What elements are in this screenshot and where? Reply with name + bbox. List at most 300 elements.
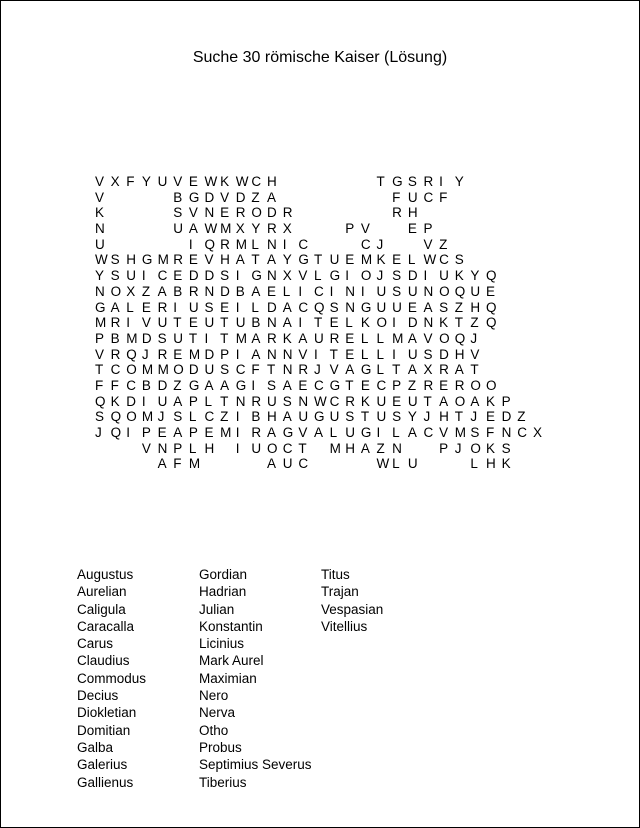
grid-cell: D	[407, 268, 418, 284]
grid-cell: C	[282, 440, 293, 456]
grid-cell: S	[173, 205, 183, 221]
grid-cell: S	[220, 268, 230, 284]
grid-cell: I	[282, 236, 287, 252]
grid-cell: E	[486, 409, 496, 425]
grid-row	[95, 237, 549, 253]
grid-cell: G	[235, 377, 247, 393]
grid-cell	[158, 190, 174, 206]
grid-cell	[298, 221, 314, 237]
grid-cell: A	[251, 346, 261, 362]
grid-cell: S	[204, 299, 214, 315]
grid-cell: D	[235, 189, 246, 205]
grid-cell: B	[141, 377, 151, 393]
grid-cell: Y	[141, 174, 151, 189]
grid-cell: M	[141, 362, 154, 378]
grid-cell	[439, 221, 455, 237]
grid-cell: N	[345, 299, 355, 315]
grid-cell: H	[407, 205, 418, 221]
grid-cell	[330, 174, 346, 190]
grid-cell: E	[345, 252, 355, 268]
grid-cell: L	[392, 425, 400, 440]
grid-cell: D	[220, 283, 230, 299]
grid-cell: U	[407, 283, 418, 299]
grid-cell: U	[392, 299, 402, 315]
grid-cell: C	[439, 252, 449, 268]
grid-cell: T	[220, 315, 229, 331]
grid-cell: P	[501, 393, 511, 409]
grid-cell	[361, 174, 377, 190]
grid-cell: D	[188, 362, 199, 378]
grid-row	[95, 347, 549, 363]
grid-cell: I	[173, 299, 177, 315]
grid-cell: J	[141, 346, 149, 362]
grid-cell: Z	[376, 440, 385, 456]
grid-cell	[158, 221, 174, 237]
grid-cell: A	[267, 456, 277, 472]
grid-cell: V	[188, 205, 198, 221]
grid-cell: O	[267, 440, 278, 456]
grid-cell: V	[423, 236, 433, 252]
grid-cell	[345, 190, 361, 206]
grid-cell: A	[157, 283, 167, 299]
grid-cell: W	[235, 174, 249, 189]
grid-cell: U	[204, 362, 215, 378]
grid-cell: R	[220, 236, 230, 252]
grid-cell: S	[110, 268, 120, 284]
grid-cell: G	[360, 362, 372, 378]
grid-cell: K	[486, 440, 496, 456]
grid-cell: P	[423, 221, 433, 237]
grid-cell: D	[439, 346, 449, 362]
grid-cell	[126, 221, 142, 237]
grid-cell: R	[454, 377, 465, 393]
grid-cell: M	[157, 362, 169, 378]
grid-cell	[330, 237, 346, 253]
grid-cell: I	[235, 409, 240, 425]
grid-cell: N	[204, 283, 215, 299]
grid-cell: T	[220, 393, 229, 409]
grid-cell: O	[376, 315, 388, 331]
grid-row	[95, 425, 549, 441]
grid-cell: U	[376, 393, 387, 409]
grid-cell: O	[126, 409, 137, 425]
grid-cell: K	[282, 330, 292, 346]
grid-cell: E	[188, 315, 198, 331]
grid-cell: C	[251, 174, 262, 189]
grid-cell: B	[173, 283, 183, 299]
grid-cell: E	[157, 425, 167, 440]
grid-cell: R	[173, 252, 183, 268]
grid-cell: C	[313, 283, 324, 299]
grid-cell: J	[157, 409, 165, 425]
grid-row	[95, 284, 549, 300]
grid-cell: I	[298, 315, 303, 331]
grid-cell: W	[204, 174, 218, 189]
grid-row	[95, 456, 549, 472]
grid-cell: O	[486, 377, 497, 393]
grid-cell	[251, 456, 267, 472]
grid-cell: O	[454, 393, 466, 409]
grid-cell: L	[251, 236, 259, 252]
grid-cell: X	[282, 268, 292, 284]
word-list-item: Gallienus	[77, 774, 134, 790]
grid-cell: L	[360, 330, 369, 346]
grid-row	[95, 362, 549, 378]
grid-cell: M	[141, 409, 154, 425]
grid-cell	[126, 237, 142, 253]
word-list-item: Augustus	[77, 567, 134, 582]
grid-cell: A	[454, 362, 464, 378]
word-list-item: Claudius	[77, 653, 130, 669]
grid-cell: T	[220, 330, 229, 346]
grid-cell: A	[313, 425, 323, 440]
grid-cell: I	[392, 315, 396, 331]
grid-cell: Q	[110, 425, 122, 440]
grid-cell	[204, 456, 220, 472]
grid-cell	[361, 190, 377, 206]
grid-cell: T	[360, 409, 370, 425]
grid-cell: U	[376, 299, 387, 315]
grid-cell: U	[313, 330, 324, 346]
grid-cell	[377, 221, 393, 237]
grid-cell: T	[188, 330, 198, 346]
grid-cell: A	[282, 409, 292, 425]
word-list-column-3	[321, 566, 383, 635]
grid-cell: N	[298, 393, 309, 409]
grid-cell	[142, 221, 158, 237]
grid-cell: L	[376, 346, 385, 362]
grid-cell	[408, 237, 424, 253]
grid-cell: G	[141, 252, 153, 268]
grid-cell: D	[126, 393, 137, 409]
grid-cell: Q	[313, 299, 325, 315]
grid-cell: L	[251, 299, 259, 315]
grid-cell: Z	[220, 409, 229, 425]
grid-cell: V	[423, 330, 433, 346]
grid-cell: X	[110, 174, 120, 189]
word-list-item: Probus	[199, 739, 242, 755]
word-list-item: Nerva	[199, 705, 236, 721]
grid-cell: D	[267, 205, 277, 221]
grid-cell: C	[110, 362, 121, 378]
grid-cell	[486, 347, 502, 363]
grid-cell	[439, 456, 455, 472]
grid-row	[95, 394, 549, 410]
grid-cell	[173, 237, 189, 253]
grid-cell: U	[126, 268, 137, 284]
grid-cell: U	[157, 393, 168, 409]
grid-cell: L	[376, 330, 385, 346]
grid-cell: I	[251, 377, 256, 393]
grid-row	[95, 409, 549, 425]
grid-cell	[314, 441, 330, 457]
grid-cell	[298, 205, 314, 221]
grid-cell: P	[173, 440, 183, 456]
grid-cell: A	[282, 315, 292, 331]
grid-cell: V	[95, 346, 105, 362]
grid-cell: D	[407, 315, 418, 331]
grid-cell: U	[376, 283, 387, 299]
grid-cell: T	[329, 346, 338, 362]
grid-cell: E	[220, 299, 230, 315]
grid-cell: A	[282, 377, 292, 393]
grid-cell: L	[470, 456, 478, 472]
grid-cell: W	[95, 252, 108, 268]
grid-cell	[439, 205, 455, 221]
grid-cell: G	[360, 299, 372, 315]
grid-cell: N	[204, 205, 215, 221]
grid-cell: A	[360, 440, 370, 456]
grid-cell: Z	[251, 189, 260, 205]
grid-cell	[470, 174, 486, 190]
grid-cell: K	[501, 456, 511, 472]
grid-cell: G	[188, 189, 200, 205]
grid-cell	[470, 252, 486, 268]
grid-row	[95, 378, 549, 394]
grid-cell: R	[235, 205, 246, 221]
grid-cell: G	[329, 268, 341, 284]
grid-cell: A	[423, 299, 433, 315]
grid-cell: I	[329, 283, 334, 299]
grid-cell: R	[267, 221, 277, 237]
grid-cell: L	[329, 425, 338, 440]
word-list-item: Commodus	[77, 670, 147, 686]
grid-cell: A	[220, 377, 230, 393]
grid-cell: I	[360, 283, 365, 299]
grid-cell: Z	[407, 377, 417, 393]
grid-cell: M	[360, 252, 373, 268]
grid-cell: N	[282, 346, 293, 362]
grid-cell: E	[298, 377, 308, 393]
grid-cell: P	[188, 425, 198, 440]
grid-cell: M	[220, 221, 232, 237]
grid-cell: L	[392, 456, 400, 472]
grid-cell: P	[439, 440, 449, 456]
grid-cell: C	[517, 425, 528, 440]
grid-cell: A	[173, 425, 183, 440]
grid-cell	[486, 362, 502, 378]
grid-cell: Q	[486, 299, 497, 315]
word-list-item: Trajan	[321, 584, 359, 600]
grid-cell: Q	[204, 236, 215, 252]
grid-cell: R	[423, 174, 434, 189]
grid-cell: T	[267, 362, 276, 378]
grid-cell: A	[173, 393, 183, 409]
grid-cell	[377, 190, 393, 206]
grid-cell	[455, 456, 471, 472]
grid-cell: O	[439, 330, 450, 346]
word-list-item: Septimius Severus	[199, 757, 312, 773]
grid-cell: P	[392, 377, 402, 393]
grid-cell: C	[298, 236, 309, 252]
grid-cell: L	[376, 362, 385, 378]
grid-cell: X	[423, 362, 433, 378]
grid-cell: I	[235, 268, 240, 284]
grid-cell: T	[313, 315, 323, 331]
grid-cell: L	[313, 268, 322, 284]
word-list-item: Otho	[199, 722, 229, 738]
grid-cell	[126, 190, 142, 206]
grid-cell: U	[345, 425, 355, 440]
grid-cell	[517, 441, 533, 457]
grid-cell: K	[439, 315, 449, 331]
grid-cell: L	[188, 409, 197, 425]
grid-cell: Z	[454, 299, 463, 315]
grid-cell	[220, 456, 236, 472]
grid-cell: F	[110, 377, 119, 393]
grid-cell: M	[188, 456, 201, 472]
grid-cell: S	[392, 283, 402, 299]
grid-cell: H	[439, 409, 449, 425]
grid-cell: M	[220, 425, 232, 440]
grid-cell: L	[407, 252, 416, 268]
grid-cell: U	[376, 409, 387, 425]
grid-cell: C	[313, 377, 324, 393]
grid-cell: C	[360, 236, 371, 252]
grid-cell	[345, 205, 361, 221]
grid-cell: T	[454, 409, 463, 425]
grid-cell: M	[392, 330, 404, 346]
grid-cell: M	[235, 236, 248, 252]
grid-cell: K	[360, 315, 370, 331]
grid-cell: Y	[95, 268, 105, 284]
grid-row	[95, 315, 549, 331]
grid-cell: I	[188, 236, 193, 252]
grid-cell: U	[282, 456, 293, 472]
grid-cell: E	[188, 252, 198, 268]
grid-cell: U	[329, 252, 340, 268]
grid-cell: J	[376, 268, 384, 284]
grid-cell: G	[329, 377, 341, 393]
grid-cell	[95, 456, 111, 472]
grid-cell: R	[251, 393, 262, 409]
grid-cell	[345, 237, 361, 253]
grid-cell: U	[329, 409, 340, 425]
grid-cell: O	[360, 268, 372, 284]
word-list-item: Galerius	[77, 757, 128, 773]
grid-cell: I	[235, 346, 240, 362]
grid-cell	[486, 237, 502, 253]
grid-cell	[486, 252, 502, 268]
grid-cell: K	[360, 393, 370, 409]
grid-cell: L	[282, 283, 291, 299]
grid-cell: R	[157, 299, 168, 315]
grid-cell: T	[95, 362, 104, 378]
grid-cell: S	[267, 377, 277, 393]
grid-cell: N	[95, 283, 105, 299]
grid-cell: J	[423, 409, 431, 425]
grid-cell: I	[235, 440, 240, 456]
grid-cell: D	[157, 377, 168, 393]
grid-cell: B	[251, 409, 261, 425]
grid-cell: U	[188, 299, 199, 315]
grid-cell	[486, 174, 502, 190]
grid-row	[95, 300, 549, 316]
grid-cell: E	[486, 283, 496, 299]
grid-cell: Y	[470, 268, 480, 284]
grid-cell: H	[267, 409, 277, 425]
grid-cell	[345, 456, 361, 472]
grid-cell: B	[173, 189, 183, 205]
grid-cell: O	[470, 440, 481, 456]
grid-cell: G	[313, 409, 325, 425]
grid-cell: A	[204, 377, 214, 393]
grid-cell: S	[392, 409, 402, 425]
grid-cell	[95, 441, 111, 457]
grid-cell: D	[204, 189, 215, 205]
grid-cell: W	[204, 221, 218, 237]
grid-cell: M	[454, 425, 466, 440]
grid-cell: E	[220, 205, 230, 221]
grid-cell: E	[439, 377, 449, 393]
grid-cell: A	[267, 252, 277, 268]
grid-cell: G	[251, 268, 262, 284]
grid-cell: U	[251, 440, 262, 456]
word-list-item: Hadrian	[199, 584, 247, 600]
grid-cell: D	[204, 268, 215, 284]
grid-cell: J	[470, 330, 478, 346]
grid-cell: R	[329, 330, 340, 346]
grid-cell: I	[141, 268, 146, 284]
grid-cell: N	[423, 283, 434, 299]
grid-cell	[517, 456, 533, 472]
grid-cell: C	[423, 189, 434, 205]
grid-cell: X	[532, 425, 542, 440]
grid-cell	[330, 221, 346, 237]
grid-cell: H	[267, 174, 277, 189]
grid-cell	[298, 174, 314, 190]
grid-cell: A	[407, 362, 417, 378]
grid-cell	[142, 237, 158, 253]
grid-cell: E	[407, 221, 417, 237]
grid-cell	[330, 456, 346, 472]
word-list-item: Konstantin	[199, 618, 263, 634]
grid-row	[95, 205, 549, 221]
grid-cell	[314, 237, 330, 253]
grid-cell: U	[267, 393, 277, 409]
page-title: Suche 30 römische Kaiser (Lösung)	[192, 49, 448, 66]
grid-cell: W	[423, 252, 437, 268]
grid-cell: S	[220, 362, 230, 378]
grid-cell: B	[110, 330, 120, 346]
grid-cell: K	[454, 268, 464, 284]
grid-cell: N	[392, 440, 402, 456]
grid-cell: Q	[95, 393, 106, 409]
grid-cell: N	[267, 315, 277, 331]
grid-cell: Q	[486, 268, 497, 284]
word-list-column-2	[199, 566, 312, 791]
grid-cell: A	[345, 362, 355, 378]
grid-cell: N	[95, 221, 105, 237]
grid-cell: P	[95, 330, 105, 346]
grid-cell: C	[298, 456, 309, 472]
grid-cell: A	[251, 283, 261, 299]
grid-cell: R	[157, 346, 168, 362]
grid-cell: C	[423, 425, 434, 440]
grid-cell: L	[126, 299, 134, 315]
grid-cell	[423, 456, 439, 472]
grid-cell	[158, 237, 174, 253]
grid-cell: B	[251, 315, 261, 331]
grid-cell: A	[267, 189, 277, 205]
grid-cell: F	[126, 174, 135, 189]
word-list-item: Aurelian	[77, 584, 127, 600]
grid-cell: L	[188, 440, 197, 456]
grid-cell: V	[220, 189, 230, 205]
grid-cell: C	[126, 377, 137, 393]
grid-cell	[111, 441, 127, 457]
word-list-item: Caracalla	[77, 618, 135, 634]
